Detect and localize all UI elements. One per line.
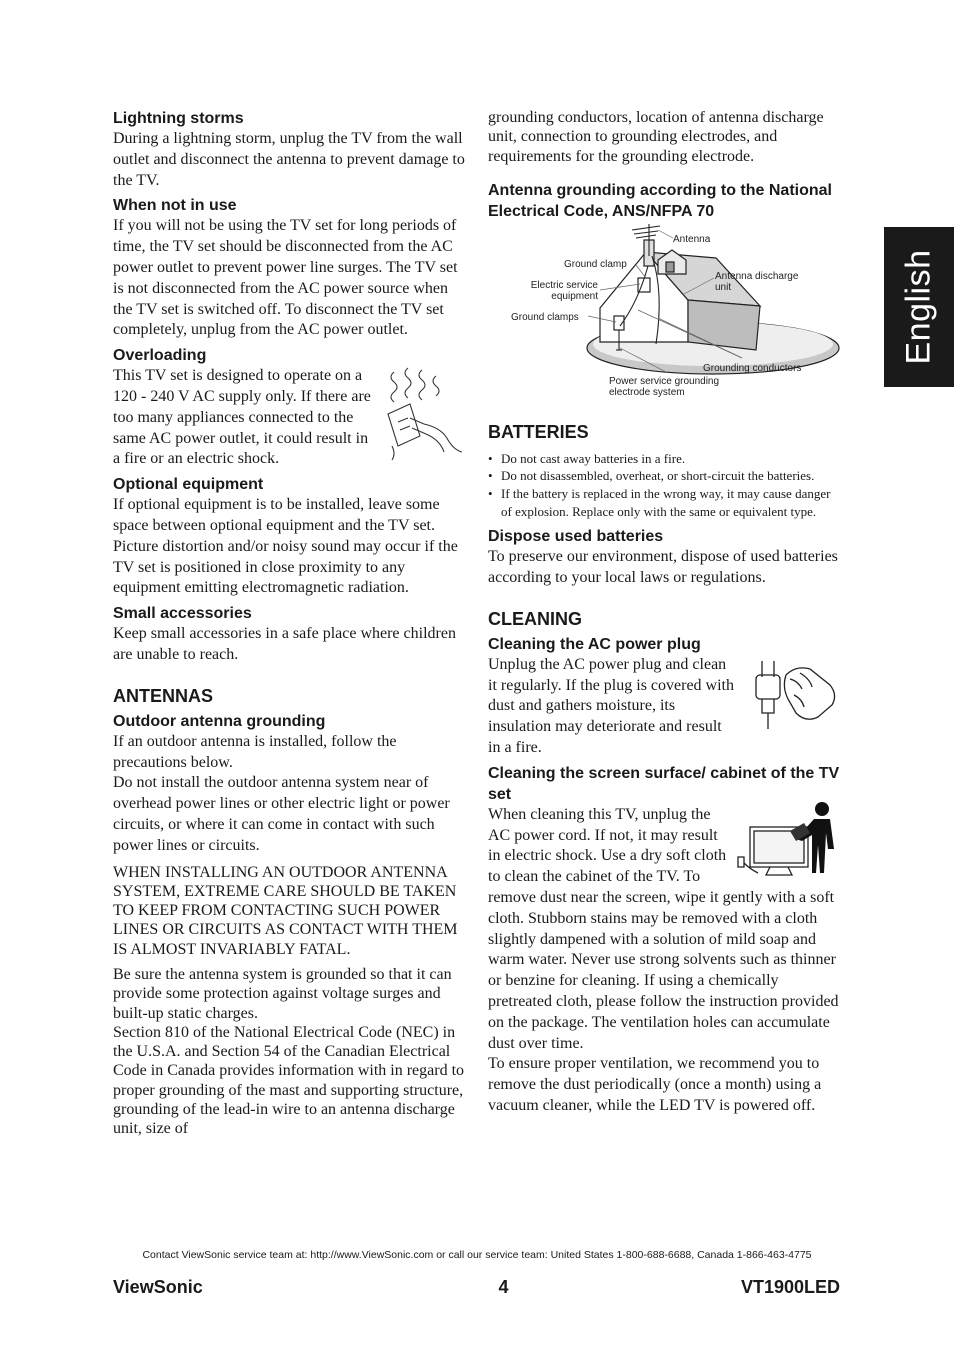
cleaning-screen-text-2: To ensure proper ventilation, we recommend you to remove the dust periodically (once a month) using a vacuum cleaner, while the LED TV is powered off. bbox=[488, 1055, 822, 1114]
outdoor-antenna-heading: Outdoor antenna grounding bbox=[113, 712, 326, 730]
battery-item: • If the battery is replaced in the wrong way, it may cause danger of explosion. Replace only with the same or equivalent type. bbox=[488, 486, 831, 519]
diagram-label-power-1: Power service grounding bbox=[609, 375, 720, 387]
cleaning-screen-illustration bbox=[736, 801, 840, 886]
diagram-label-power-2: electrode system bbox=[609, 386, 685, 398]
warning-text: WHEN INSTALLING AN OUTDOOR ANTENNA SYSTEM, EXTREME CARE SHOULD BE TAKEN TO KEEP FROM CONTACTING SUCH POWER LINES OR CIRCUITS AS CONTACT WITH THEM IS ALMOST INVARIABLY FATAL. bbox=[113, 863, 458, 958]
diagram-label-discharge-2: unit bbox=[715, 281, 732, 293]
diagram-label-electric-1: Electric service bbox=[530, 279, 598, 291]
antenna-grounding-diagram bbox=[488, 222, 840, 402]
cleaning-heading: CLEANING bbox=[488, 608, 582, 629]
grounding-continued-text: grounding conductors, location of antenna discharge unit, connection to grounding electrodes, and requirements for the grounding electrode. bbox=[488, 109, 824, 165]
outdoor-antenna-text-1: If an outdoor antenna is installed, follow the precautions below. bbox=[113, 732, 397, 771]
small-accessories-text: Keep small accessories in a safe place where children are unable to reach. bbox=[113, 625, 456, 663]
overloaded-outlet-illustration bbox=[380, 366, 466, 471]
overloading-text: This TV set is designed to operate on a 120 - 240 V AC supply only. If there are too many appliances connected to the same AC power outlet, it could result in a fire or an electric shock. bbox=[113, 367, 371, 468]
outdoor-antenna-text-2: Do not install the outdoor antenna system near of overhead power lines or other electric light or power circuits, or where it can come in contact with such power lines or circuits. bbox=[113, 774, 450, 854]
dispose-batteries-heading: Dispose used batteries bbox=[488, 528, 664, 546]
grounding-text-1: Be sure the antenna system is grounded so that it can provide some protection against voltage surges and built-up static charges. bbox=[113, 966, 452, 1022]
cleaning-plug-illustration bbox=[744, 655, 840, 736]
lightning-text: During a lightning storm, unplug the TV from the wall outlet and disconnect the antenna to prevent damage to the TV. bbox=[113, 130, 465, 189]
cleaning-plug-text: Unplug the AC power plug and clean it regularly. If the plug is covered with dust and gathers moisture, its insulation may deteriorate and result in a fire. bbox=[488, 655, 734, 757]
diagram-label-conductors: Grounding conductors bbox=[703, 362, 802, 374]
footer-page-number: 4 bbox=[498, 1277, 509, 1297]
cleaning-screen-text-1: When cleaning this TV, unplug the AC power cord. If not, it may result in electric shock. Use a dry soft cloth to clean the cabinet of the TV. To remove dust near the screen, wipe it gently with a soft cloth. Stubborn stains may be removed with a cloth slightly dampened with a solution of mild soap and warm water. Never use strong solvents such as thinner or benzine for cleaning. If using a chemically pretreated cloth, please follow the instruction provided on the package. The ventilation holes can accumulate dust over time. bbox=[488, 805, 839, 1052]
language-tab-label: English bbox=[899, 249, 938, 365]
not-in-use-heading: When not in use bbox=[113, 197, 237, 215]
cleaning-plug-heading: Cleaning the AC power plug bbox=[488, 635, 701, 653]
not-in-use-text: If you will not be using the TV set for long periods of time, the TV set should be disconnected from the AC power outlet to prevent power line surges. The TV set is not disconnected from the AC power source when the TV set is switched off. To disconnect the TV set completely, unplug from the AC power outlet. bbox=[113, 217, 458, 339]
language-tab bbox=[884, 227, 954, 387]
grounding-text-2: Section 810 of the National Electrical Code (NEC) in the U.S.A. and Section 54 of the Canadian Electrical Code in Canada provides information with in regard to proper grounding of the mast and supporting structure, grounding of the lead-in wire to an antenna discharge unit, size of bbox=[113, 1023, 465, 1138]
dispose-batteries-text: To preserve our environment, dispose of used batteries according to your local laws or regulations. bbox=[488, 548, 838, 587]
lightning-heading: Lightning storms bbox=[113, 110, 244, 127]
footer-model: VT1900LED bbox=[740, 1277, 840, 1297]
left-column bbox=[113, 108, 466, 1139]
diagram-label-ground-clamps: Ground clamps bbox=[511, 311, 579, 323]
overloading-heading: Overloading bbox=[113, 347, 207, 365]
optional-equipment-text: If optional equipment is to be installed, leave some space between optional equipment and the TV set. Picture distortion and/or noisy sound may occur if the TV set is positioned in close proximity to any equipment emitting electromagnetic radiation. bbox=[113, 496, 458, 597]
batteries-list bbox=[488, 450, 840, 520]
right-column bbox=[488, 108, 840, 1117]
cleaning-screen-heading: Cleaning the screen surface/ cabinet of the TV set bbox=[488, 764, 840, 803]
diagram-label-electric-2: equipment bbox=[551, 290, 598, 302]
battery-item: • Do not disassembled, overheat, or short-circuit the batteries. bbox=[488, 468, 815, 484]
antennas-heading: ANTENNAS bbox=[113, 685, 214, 706]
small-accessories-heading: Small accessories bbox=[113, 605, 252, 623]
antenna-grounding-heading: Antenna grounding according to the National Electrical Code, ANS/NFPA 70 bbox=[488, 181, 832, 220]
optional-equipment-heading: Optional equipment bbox=[113, 476, 264, 494]
diagram-label-discharge-1: Antenna discharge bbox=[715, 270, 799, 282]
battery-item: • Do not cast away batteries in a fire. bbox=[488, 450, 686, 466]
diagram-label-antenna: Antenna bbox=[673, 233, 711, 245]
batteries-heading: BATTERIES bbox=[488, 421, 589, 442]
diagram-label-ground-clamp: Ground clamp bbox=[564, 258, 627, 270]
footer-brand: ViewSonic bbox=[113, 1277, 203, 1297]
contact-line: Contact ViewSonic service team at: http://www.ViewSonic.com or call our service team: United States 1-800-688-6688, Canada 1-866-463-4775 bbox=[142, 1249, 812, 1261]
